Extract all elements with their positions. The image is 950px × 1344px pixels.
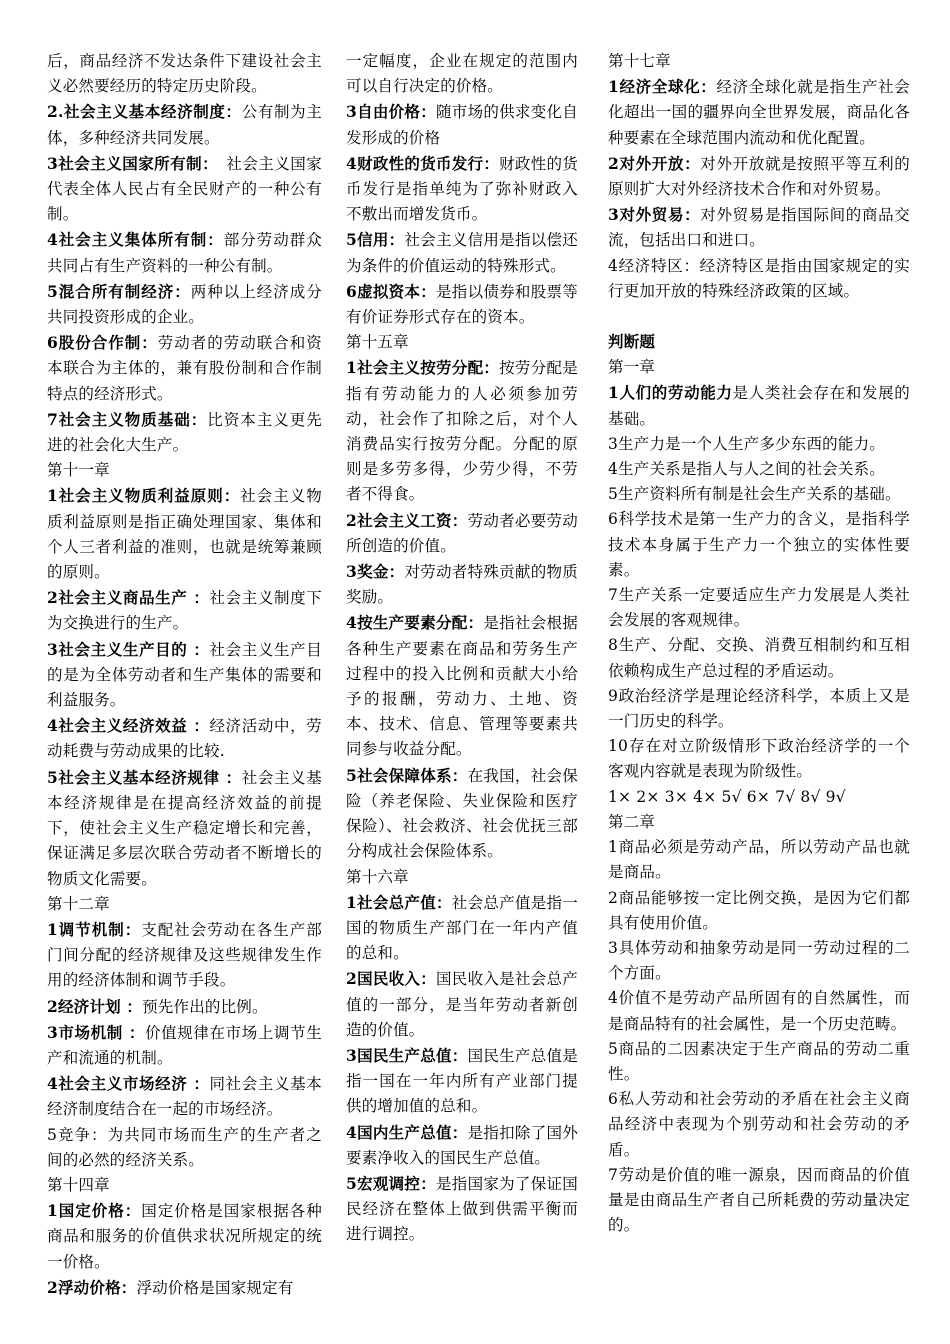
term-heading: 5社会保障体系：: [346, 765, 468, 785]
paragraph: [47, 151, 322, 228]
paragraph: [608, 986, 910, 1036]
paragraph-text: 第十四章: [47, 1175, 110, 1194]
paragraph: [346, 1043, 578, 1120]
term-heading: 1人们的劳动能力: [608, 383, 733, 403]
paragraph: [47, 765, 322, 892]
paragraph: [608, 202, 910, 253]
paragraph-text: 公有制为主体，多种经济共同发展。: [47, 103, 322, 147]
paragraph: [346, 966, 578, 1043]
term-heading: 判断题: [608, 332, 656, 352]
paragraph-text: 7生产关系一定要适应生产力发展是人类社会发展的客观规律。: [608, 586, 910, 630]
term-heading: 3对外贸易：: [608, 205, 701, 225]
paragraph-text: 两种以上经济成分共同投资形成的企业。: [47, 282, 322, 327]
paragraph-text: 是人类社会存在和发展的基础。: [608, 384, 910, 428]
paragraph-text: 4生产关系是指人与人之间的社会关系。: [608, 460, 885, 479]
paragraph: [608, 936, 910, 986]
paragraph: [346, 865, 578, 890]
paragraph-text: 7劳动是价值的唯一源泉，因而商品的价值量是由商品生产者自己所耗费的劳动量决定的。: [608, 1165, 910, 1235]
paragraph-text: 3生产力是一个人生产多少东西的能力。: [608, 434, 885, 453]
paragraph: [47, 917, 322, 994]
paragraph-text: 是指国家为了保证国民经济在整体上做到供需平衡而进行调控。: [346, 1174, 578, 1244]
column-left: [47, 49, 322, 1301]
paragraph: [608, 1037, 910, 1087]
paragraph: [608, 734, 910, 784]
term-heading: 1社会主义按劳分配：: [346, 358, 500, 378]
paragraph-text: 对劳动者特殊贡献的物质奖励。: [346, 563, 578, 607]
paragraph-text: 第十二章: [47, 894, 110, 913]
paragraph-text: 社会主义制度下为交换进行的生产。: [47, 589, 322, 633]
paragraph: [346, 151, 578, 228]
paragraph-text: 是指以债券和股票等有价证券形式存在的资本。: [346, 282, 578, 327]
paragraph: [47, 892, 322, 917]
paragraph: [47, 637, 322, 714]
paragraph-text: 经济全球化就是指生产社会化超出一国的疆界向全世界发展，商品化各种要素在全球范围内流动和优化配置。: [608, 78, 911, 147]
paragraph-text: 是指社会根据各种生产要素在商品和劳务生产过程中的投入比例和贡献大小给予的报酬，劳动力、土地、资本、技术、信息、管理等要素共同参与收益分配。: [346, 614, 578, 759]
paragraph: [47, 407, 322, 458]
paragraph-text: 2商品能够按一定比例交换，是因为它们都具有使用价值。: [608, 888, 910, 932]
paragraph: [608, 457, 910, 482]
term-heading: 3自由价格：: [346, 102, 436, 122]
term-heading: 3市场机制 ：: [47, 1022, 146, 1042]
paragraph: [608, 1087, 910, 1163]
term-heading: 4社会主义经济效益 ：: [47, 716, 210, 736]
paragraph: [608, 633, 910, 683]
paragraph: [608, 74, 910, 151]
paragraph-text: 一定幅度，企业在规定的范围内可以自行决定的价格。: [346, 52, 578, 96]
term-heading: 2社会主义商品生产 ：: [47, 588, 210, 608]
paragraph: [47, 227, 322, 278]
term-heading: 3奖金：: [346, 562, 405, 582]
paragraph-text: 8生产、分配、交换、消费互相制约和互相依赖构成生产总过程的矛盾运动。: [608, 636, 910, 680]
paragraph: [47, 458, 322, 483]
paragraph-text: 财政性的货币发行是指单纯为了弥补财政入不敷出而增发货币。: [346, 154, 578, 224]
paragraph-text: 10存在对立阶级情形下政治经济学的一个客观内容就是表现为阶级性。: [608, 737, 910, 781]
paragraph-text: 1× 2× 3× 4× 5√ 6× 7√ 8√ 9√: [608, 787, 846, 806]
term-heading: 1社会总产值：: [346, 892, 452, 912]
paragraph-text: 4经济特区：经济特区是指由国家规定的实行更加开放的特殊经济政策的区域。: [608, 256, 910, 300]
paragraph-text: 社会总产值是指一国的物质生产部门在一年内产值的总和。: [346, 893, 578, 963]
term-heading: 4国内生产总值：: [346, 1122, 468, 1142]
term-heading: 5社会主义基本经济规律 ：: [47, 767, 242, 787]
term-heading: 3社会主义国家所有制：: [47, 153, 211, 173]
paragraph-text: 第十五章: [346, 333, 409, 352]
term-heading: 1经济全球化：: [608, 77, 717, 97]
term-heading: 5混合所有制经济：: [47, 281, 191, 301]
paragraph: [47, 99, 322, 150]
paragraph-text: 价值规律在市场上调节生产和流通的机制。: [47, 1023, 323, 1067]
paragraph-text: 是指扣除了国外要素净收入的国民生产总值。: [346, 1123, 578, 1167]
paragraph: [608, 254, 910, 304]
paragraph: [608, 583, 910, 633]
paragraph: [47, 1173, 322, 1198]
paragraph: [47, 1123, 322, 1173]
paragraph-text: 第十一章: [47, 461, 110, 480]
paragraph-text: 对外贸易是指国际间的商品交流，包括出口和进口。: [608, 206, 910, 250]
paragraph-text: 劳动者的劳动联合和资本联合为主体的，兼有股份制和合作制特点的经济形式。: [47, 334, 322, 403]
term-heading: 4财政性的货币发行：: [346, 153, 500, 173]
paragraph-text: 经济活动中，劳动耗费与劳动成果的比较.: [47, 717, 322, 761]
paragraph: [608, 810, 910, 835]
paragraph: [47, 49, 322, 99]
paragraph-text: 5竞争：为共同市场而生产的生产者之间的必然的经济关系。: [47, 1125, 322, 1169]
paragraph-text: 社会主义物质利益原则是指正确处理国家、集体和个人三者利益的准则，也就是统筹兼顾的原则。: [47, 487, 322, 582]
paragraph-text: 支配社会劳动在各生产部门间分配的经济规律及这些规律发生作用的经济体制和调节手段。: [47, 920, 322, 990]
paragraph: [608, 507, 910, 583]
paragraph: [346, 763, 578, 865]
paragraph-text: 1商品必须是劳动产品，所以劳动产品也就是商品。: [608, 838, 910, 882]
paragraph-text: 在我国，社会保险（养老保险、失业保险和医疗保险）、社会救济、社会优抚三部分构成社会保险体系。: [346, 766, 578, 861]
paragraph-text: 9政治经济学是理论经济科学，本质上又是一门历史的科学。: [608, 686, 910, 731]
paragraph: [346, 227, 578, 278]
term-heading: 6股份合作制：: [47, 333, 158, 353]
paragraph: [346, 49, 578, 99]
paragraph: [346, 508, 578, 559]
paragraph-text: 社会主义生产目的是为全体劳动者和生产集体的需要和利益服务。: [47, 640, 322, 710]
paragraph: [346, 559, 578, 610]
paragraph-text: 按劳分配是指有劳动能力的人必须参加劳动，社会作了扣除之后，对个人消费品实行按劳分配。分配的原则是多劳多得，少劳少得，不劳者不得食。: [346, 359, 578, 504]
paragraph-text: 3具体劳动和抽象劳动是同一劳动过程的二个方面。: [608, 938, 910, 983]
term-heading: 1国定价格：: [47, 1201, 142, 1221]
paragraph-text: 5商品的二因素决定于生产商品的劳动二重性。: [608, 1039, 910, 1083]
term-heading: 5宏观调控：: [346, 1173, 436, 1193]
paragraph: [608, 329, 910, 355]
paragraph-text: 第十七章: [608, 52, 671, 70]
term-heading: 2社会主义工资：: [346, 510, 468, 530]
paragraph-text: 同社会主义基本经济制度结合在一起的市场经济。: [47, 1075, 322, 1119]
paragraph-text: 预先作出的比例。: [142, 997, 268, 1016]
paragraph-text: 后，商品经济不发达条件下建设社会主义必然要经历的特定历史阶段。: [47, 52, 322, 96]
paragraph-text: 劳动者必要劳动所创造的价值。: [346, 511, 578, 555]
paragraph: [47, 1275, 322, 1301]
paragraph: [346, 890, 578, 967]
paragraph-text: 第十六章: [346, 867, 409, 886]
paragraph-text: 社会主义基本经济规律是在提高经济效益的前提下，使社会主义生产稳定增长和完善，保证满足多层次联合劳动者不断增长的物质文化需要。: [47, 768, 322, 888]
paragraph: [608, 380, 910, 431]
term-heading: 3社会主义生产目的 ：: [47, 639, 210, 659]
term-heading: 4按生产要素分配：: [346, 613, 484, 633]
paragraph: [346, 279, 578, 330]
paragraph: [608, 835, 910, 885]
paragraph: [47, 330, 322, 407]
paragraph: [346, 99, 578, 150]
paragraph-text: 第二章: [608, 812, 656, 831]
paragraph: [608, 482, 910, 507]
term-heading: 2经济计划 ：: [47, 996, 143, 1016]
term-heading: 2国民收入：: [346, 969, 436, 989]
paragraph-text: 随市场的供求变化自发形成的价格: [346, 103, 578, 147]
paragraph: [47, 279, 322, 330]
term-heading: 5信用：: [346, 230, 405, 250]
paragraph-text: 6科学技术是第一生产力的含义，是指科学技术本身属于生产力一个独立的实体性要素。: [608, 510, 910, 579]
paragraph-text: 浮动价格是国家规定有: [136, 1278, 294, 1297]
paragraph-text: 4价值不是劳动产品所固有的自然属性，而是商品特有的社会属性，是一个历史范畴。: [608, 989, 910, 1033]
term-heading: 7社会主义物质基础：: [47, 409, 208, 429]
paragraph: [47, 483, 322, 585]
paragraph-text: 国民收入是社会总产值的一部分，是当年劳动者新创造的价值。: [346, 970, 578, 1039]
paragraph: [608, 886, 910, 936]
paragraph: [47, 1071, 322, 1122]
term-heading: 2浮动价格：: [47, 1277, 137, 1297]
paragraph: [47, 994, 322, 1020]
paragraph-text: 社会主义信用是指以偿还为条件的价值运动的特殊形式。: [346, 231, 578, 275]
term-heading: 1调节机制：: [47, 919, 142, 939]
paragraph: [47, 585, 322, 636]
paragraph: [608, 684, 910, 734]
term-heading: 4社会主义集体所有制：: [47, 230, 224, 250]
paragraph: [346, 355, 578, 507]
paragraph: [346, 1171, 578, 1248]
paragraph: [47, 1020, 322, 1071]
paragraph-text: 第一章: [608, 358, 656, 377]
paragraph-text: 国定价格是国家根据各种商品和服务的价值供求状况所规定的统一价格。: [47, 1202, 322, 1271]
paragraph-text: 比资本主义更先进的社会化大生产。: [47, 410, 322, 455]
paragraph-text: 对外开放就是按照平等互利的原则扩大对外经济技术合作和对外贸易。: [608, 154, 910, 199]
term-heading: 4社会主义市场经济 ：: [47, 1074, 210, 1094]
paragraph: [47, 1198, 322, 1275]
paragraph: [608, 355, 910, 380]
paragraph: [608, 49, 910, 74]
paragraph: [608, 432, 910, 457]
paragraph: [608, 151, 910, 202]
paragraph: [47, 713, 322, 764]
paragraph: [608, 1163, 910, 1239]
paragraph-gap: [608, 304, 910, 329]
paragraph-text: 6私人劳动和社会劳动的矛盾在社会主义商品经济中表现为个别劳动和社会劳动的矛盾。: [608, 1090, 910, 1159]
paragraph: [346, 330, 578, 355]
column-right: [608, 49, 910, 1238]
paragraph: [346, 610, 578, 762]
term-heading: 1社会主义物质利益原则：: [47, 486, 241, 506]
term-heading: 3国民生产总值：: [346, 1045, 468, 1065]
term-heading: 6虚拟资本：: [346, 281, 436, 301]
paragraph-text: 5生产资料所有制是社会生产关系的基础。: [608, 485, 901, 504]
paragraph: [608, 785, 910, 810]
paragraph-text: 国民生产总值是指一国在一年内所有产业部门提供的增加值的总和。: [346, 1046, 578, 1116]
paragraph-text: 社会主义国家代表全体人民占有全民财产的一种公有制。: [47, 154, 322, 224]
paragraph: [346, 1120, 578, 1171]
term-heading: 2对外开放：: [608, 153, 701, 173]
term-heading: 2.社会主义基本经济制度：: [47, 102, 242, 122]
paragraph-text: 部分劳动群众共同占有生产资料的一种公有制。: [47, 231, 322, 275]
column-middle: [346, 49, 578, 1248]
